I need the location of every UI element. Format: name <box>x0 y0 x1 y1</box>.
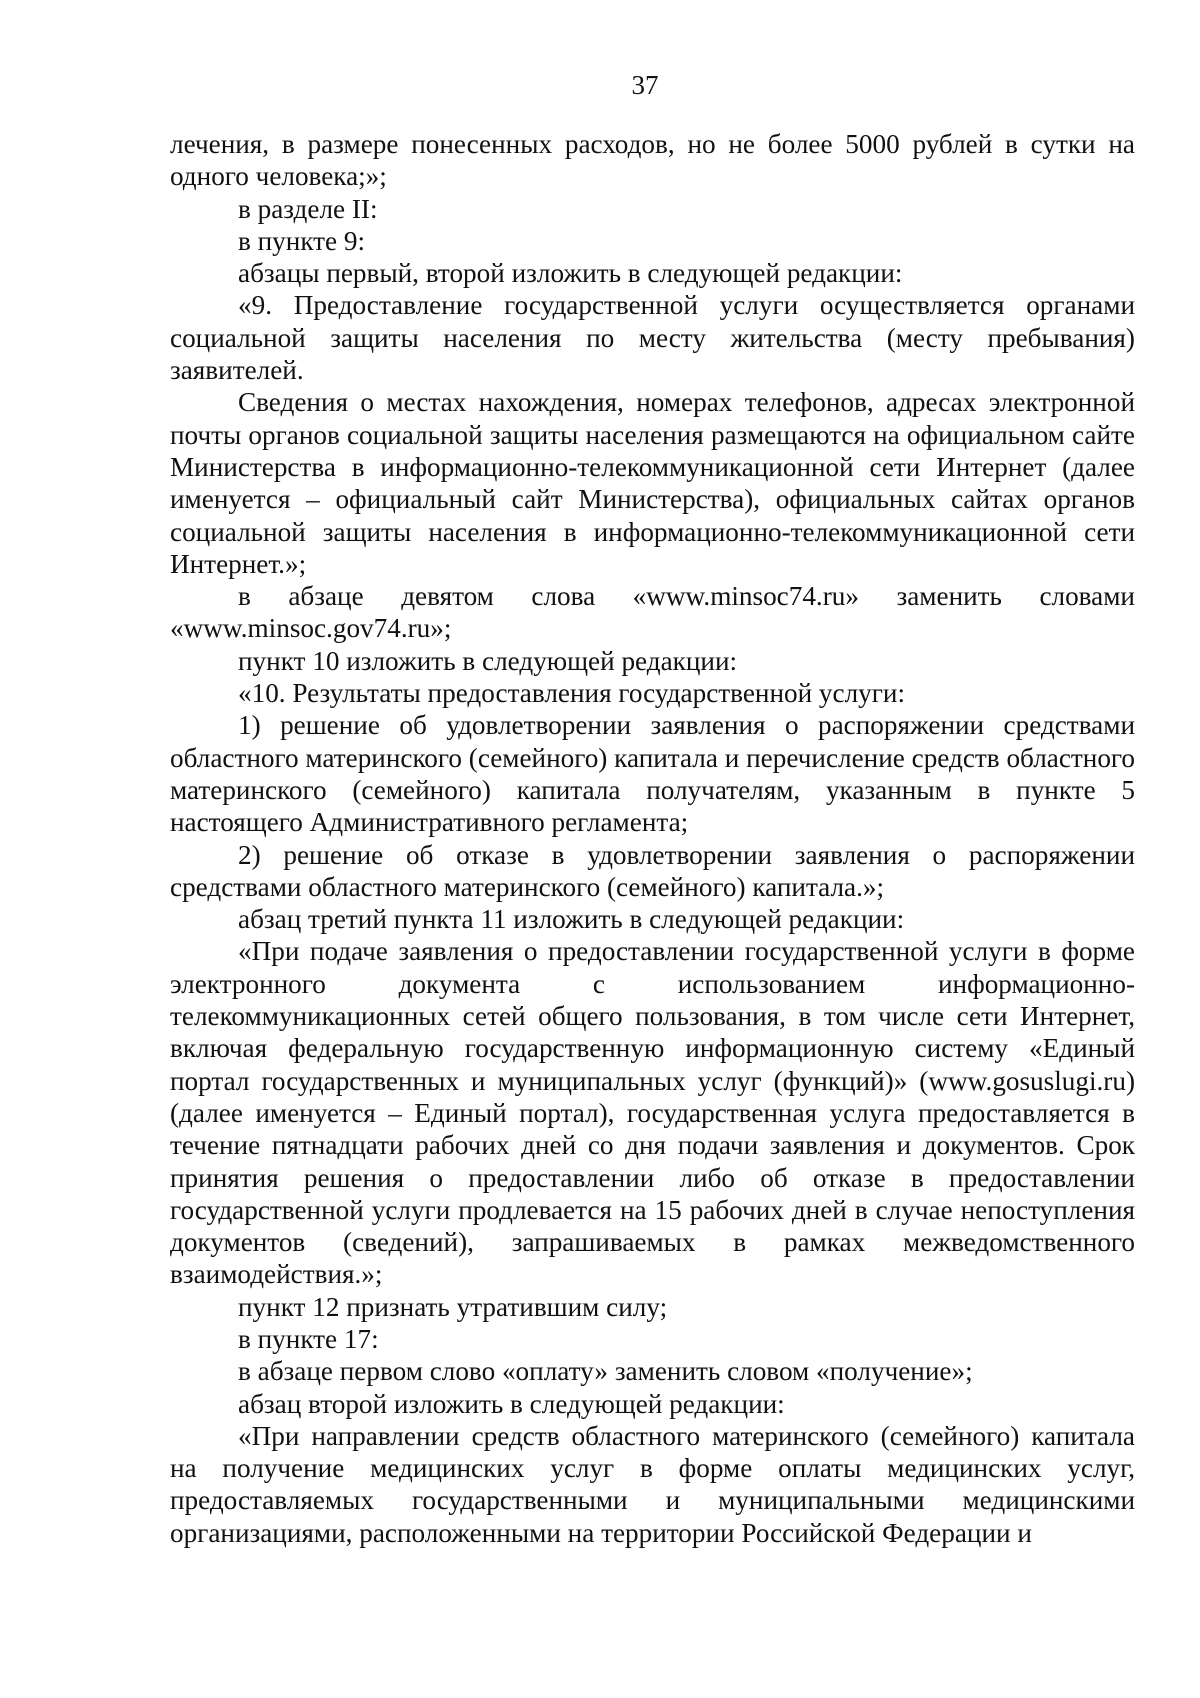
paragraph: пункт 10 изложить в следующей редакции: <box>238 645 738 676</box>
paragraph: лечения, в размере понесенных расходов, но не более 5000 рублей в сутки на одного человека;»; <box>170 129 1135 192</box>
paragraph: пункт 12 признать утратившим силу; <box>238 1291 668 1322</box>
paragraph: «При направлении средств областного материнского (семейного) капитала на получение медицинских услуг в форме оплаты медицинских услуг, предоставляемых государственными и муниципальными медицинскими организациями, расположенными на территории Российской Федерации и <box>170 1420 1135 1548</box>
paragraph: в пункте 9: <box>238 225 366 256</box>
paragraph: 1) решение об удовлетворении заявления о распоряжении средствами областного материнского (семейного) капитала и перечисление средств областного материнского (семейного) капитала получателям, указанным в пункте 5 настоящего Административного регламента; <box>170 710 1135 838</box>
paragraph: в абзаце первом слово «оплату» заменить словом «получение»; <box>238 1356 973 1387</box>
paragraph: «9. Предоставление государственной услуги осуществляется органами социальной защиты населения по месту жительства (месту пребывания) заявителей. <box>170 290 1135 386</box>
paragraph: абзац третий пункта 11 изложить в следующей редакции: <box>238 904 905 935</box>
paragraph: Сведения о местах нахождения, номерах телефонов, адресах электронной почты органов социальной защиты населения размещаются на официальном сайте Министерства в информационно-телекоммуникационной сети Интернет (далее именуется – официальный сайт Министерства), официальных сайтах органов социальной защиты населения в информационно-телекоммуникационной сети Интернет.»; <box>170 387 1135 579</box>
paragraph: в разделе II: <box>238 193 378 224</box>
paragraph: в абзаце девятом слова «www.minsoc74.ru» заменить словами «www.minsoc.gov74.ru»; <box>170 581 1135 644</box>
paragraph: в пункте 17: <box>238 1323 379 1354</box>
paragraph: «10. Результаты предоставления государственной услуги: <box>238 678 906 709</box>
page-number: 37 <box>631 70 659 100</box>
paragraph: 2) решение об отказе в удовлетворении заявления о распоряжении средствами областного материнского (семейного) капитала.»; <box>170 839 1135 902</box>
paragraph: абзацы первый, второй изложить в следующей редакции: <box>238 258 903 289</box>
paragraph: «При подаче заявления о предоставлении государственной услуги в форме электронного документа с использованием информационно-телекоммуникационных сетей общего пользования, в том числе сети Интернет, включая федеральную государственную информационную систему «Единый портал государственных и муниципальных услуг (функций)» (www.gosuslugi.ru) (далее именуется – Единый портал), государственная услуга предоставляется в течение пятнадцати рабочих дней со дня подачи заявления и документов. Срок принятия решения о предоставлении либо об отказе в предоставлении государственной услуги продлевается на 15 рабочих дней в случае непоступления документов (сведений), запрашиваемых в рамках межведомственного взаимодействия.»; <box>170 936 1135 1290</box>
paragraph: абзац второй изложить в следующей редакции: <box>238 1388 785 1419</box>
document-body <box>170 128 1135 1549</box>
